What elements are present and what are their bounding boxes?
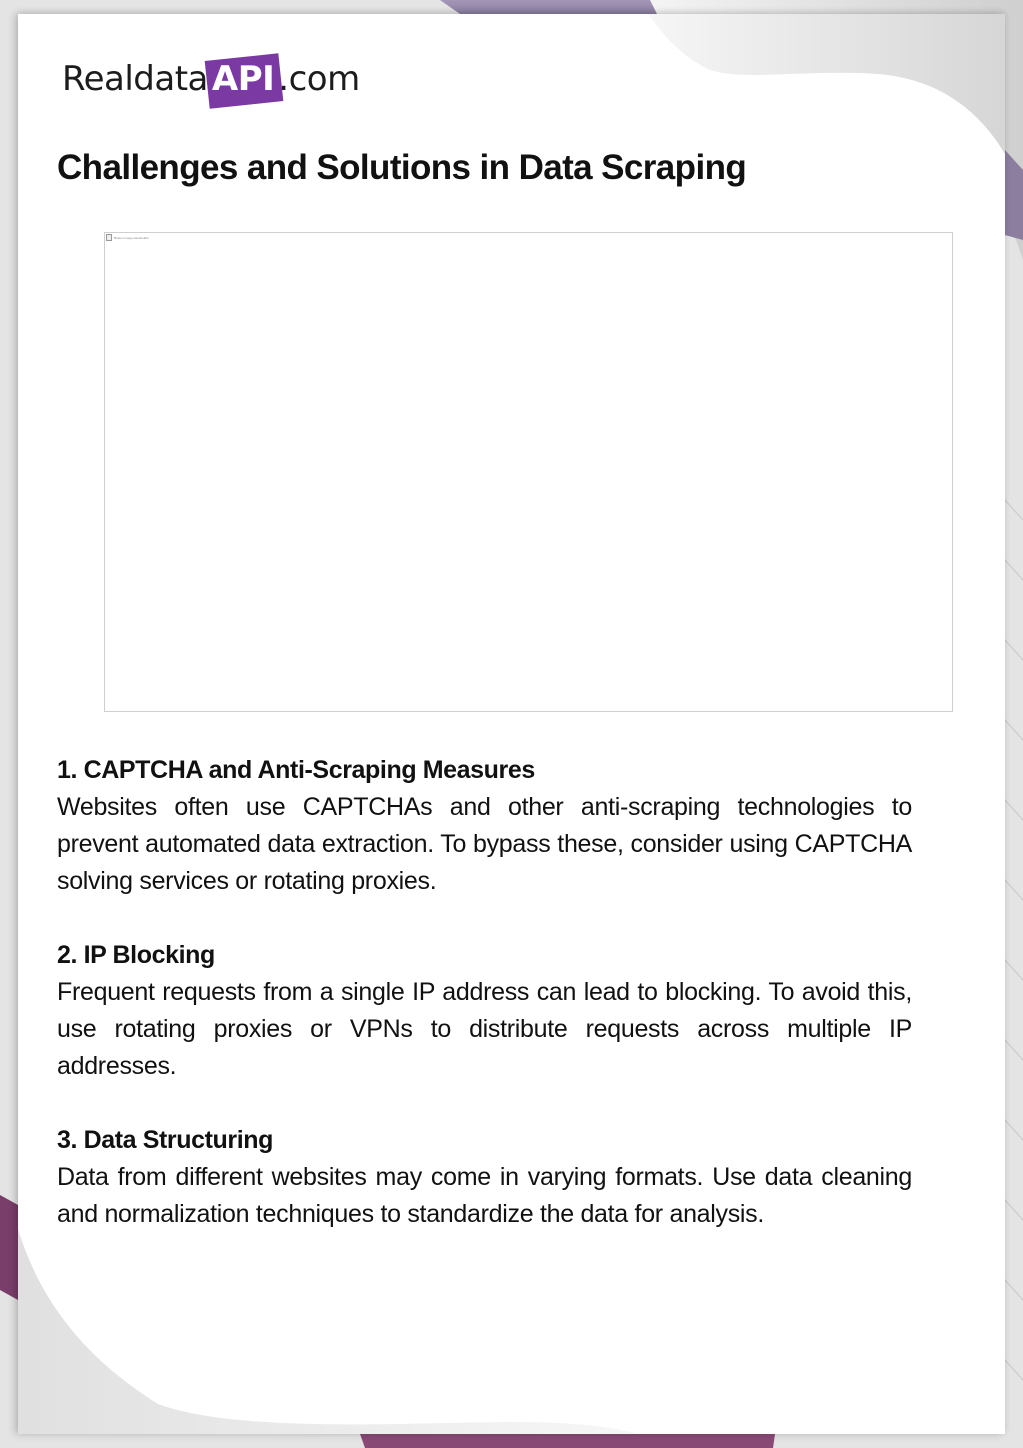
article-content	[57, 752, 912, 1270]
broken-image-frame	[104, 232, 953, 712]
section-heading: 2. IP Blocking	[57, 941, 215, 969]
section-body: Frequent requests from a single IP address can lead to blocking. To avoid this, use rotating proxies or VPNs to distribute requests across multiple IP addresses.	[57, 978, 912, 1080]
section-heading: 3. Data Structuring	[57, 1126, 274, 1154]
image-alt-text: Broken image placeholder	[114, 235, 149, 240]
logo-prefix: Realdata	[62, 59, 208, 99]
broken-image-icon	[106, 234, 112, 241]
page-title: Challenges and Solutions in Data Scraping	[57, 148, 747, 187]
section-data-structuring	[57, 1122, 912, 1233]
broken-image	[106, 234, 149, 241]
section-ip-blocking	[57, 937, 912, 1085]
logo-highlight: API	[209, 59, 277, 99]
section-captcha	[57, 752, 912, 900]
section-body: Data from different websites may come in varying formats. Use data cleaning and normalization techniques to standardize the data for analysis.	[57, 1163, 912, 1228]
brand-logo[interactable]	[62, 54, 360, 104]
logo-suffix: .com	[278, 59, 360, 99]
section-heading: 1. CAPTCHA and Anti-Scraping Measures	[57, 756, 535, 784]
section-body: Websites often use CAPTCHAs and other anti-scraping technologies to prevent automated data extraction. To bypass these, consider using CAPTCHA solving services or rotating proxies.	[57, 793, 912, 895]
